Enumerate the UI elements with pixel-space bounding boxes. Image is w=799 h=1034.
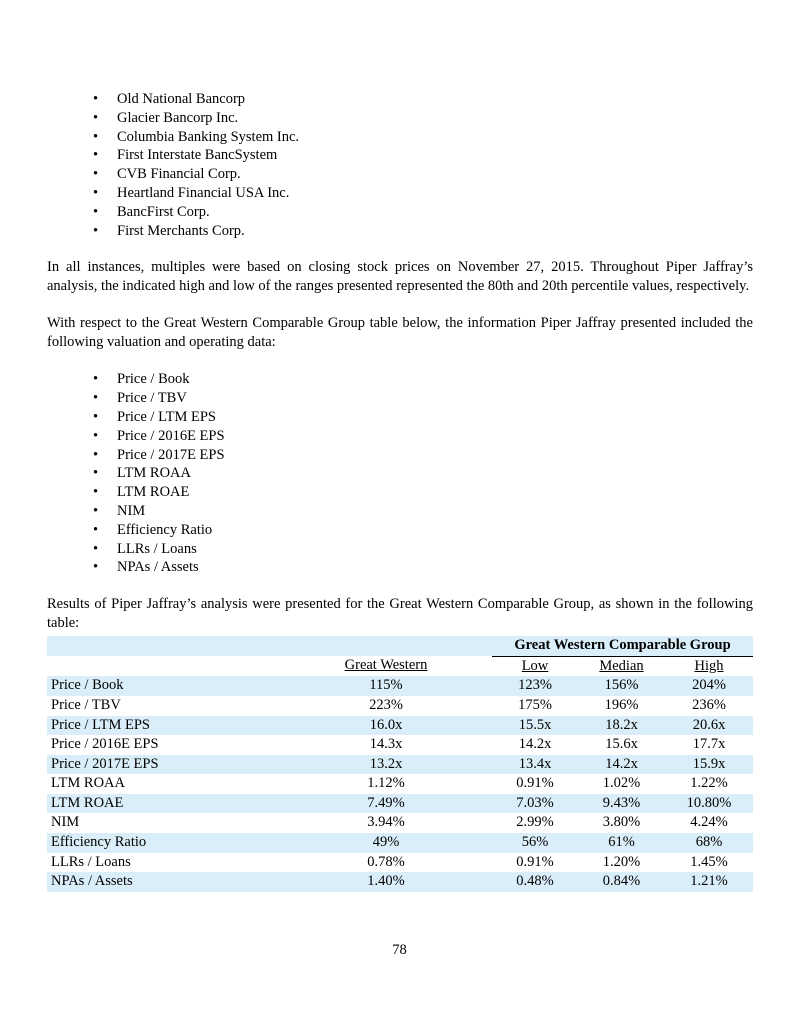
- results-paragraph: Results of Piper Jaffray’s analysis were presented for the Great Western Comparable Group, as shown in the following table:: [47, 596, 753, 632]
- table-row: [47, 755, 753, 775]
- list-item: • LLRs / Loans: [93, 540, 753, 559]
- high-value: 68%: [665, 833, 753, 853]
- row-label: Price / TBV: [51, 696, 121, 713]
- great-western-value: 1.12%: [367, 775, 405, 792]
- great-western-value: 14.3x: [369, 736, 403, 753]
- table-row: [47, 774, 753, 794]
- group-header: Great Western Comparable Group: [492, 636, 753, 656]
- low-value: 15.5x: [492, 716, 578, 736]
- median-value: 1.02%: [602, 775, 641, 792]
- table-row: [47, 853, 753, 873]
- page-number: 78: [392, 942, 407, 958]
- row-label: LTM ROAE: [47, 794, 280, 814]
- list-item: • First Merchants Corp.: [93, 222, 753, 241]
- high-value: 15.9x: [665, 755, 753, 775]
- table-row: [47, 716, 753, 736]
- list-item: • Efficiency Ratio: [93, 521, 753, 540]
- column-header-great-western: Great Western: [344, 657, 428, 674]
- low-value: 56%: [492, 833, 578, 853]
- document-page: [47, 90, 753, 892]
- respect-paragraph: With respect to the Great Western Comparable Group table below, the information Piper Jaffray presented included the following valuation and operating data:: [47, 315, 753, 351]
- high-value: 10.80%: [665, 794, 753, 814]
- row-label: LTM ROAA: [51, 775, 125, 792]
- comparable-group-table: [47, 636, 753, 892]
- list-item: • Price / 2016E EPS: [93, 427, 753, 446]
- list-item: • NIM: [93, 502, 753, 521]
- metric-list: [47, 370, 753, 577]
- median-value: 18.2x: [578, 716, 665, 736]
- median-value: 1.20%: [602, 853, 641, 870]
- list-item: • First Interstate BancSystem: [93, 146, 753, 165]
- list-item: • Columbia Banking System Inc.: [93, 128, 753, 147]
- row-label: Price / 2016E EPS: [51, 736, 159, 753]
- median-value: 156%: [578, 676, 665, 696]
- table-row: [47, 872, 753, 892]
- list-item: • Price / TBV: [93, 389, 753, 408]
- list-item: • LTM ROAA: [93, 464, 753, 483]
- low-value: 7.03%: [492, 794, 578, 814]
- low-value: 123%: [492, 676, 578, 696]
- list-item: • Heartland Financial USA Inc.: [93, 184, 753, 203]
- high-value: 20.6x: [665, 716, 753, 736]
- list-item: • CVB Financial Corp.: [93, 165, 753, 184]
- list-item: • Glacier Bancorp Inc.: [93, 109, 753, 128]
- high-value: 1.45%: [690, 853, 728, 870]
- median-value: 15.6x: [605, 736, 638, 753]
- low-value: 14.2x: [518, 736, 552, 753]
- great-western-value: 7.49%: [280, 794, 492, 814]
- great-western-value: 13.2x: [280, 755, 492, 775]
- column-header: [578, 656, 665, 676]
- table-row: [47, 676, 753, 696]
- row-label: NIM: [51, 814, 80, 831]
- list-item: • Price / Book: [93, 370, 753, 389]
- median-value: 3.80%: [602, 814, 641, 831]
- list-item: • Old National Bancorp: [93, 90, 753, 109]
- great-western-value: 16.0x: [280, 716, 492, 736]
- column-header: [492, 656, 578, 676]
- great-western-value: 0.78%: [367, 853, 405, 870]
- list-item: • Price / LTM EPS: [93, 408, 753, 427]
- list-item: • NPAs / Assets: [93, 558, 753, 577]
- peer-bank-list: [47, 90, 753, 240]
- multiples-paragraph: In all instances, multiples were based on closing stock prices on November 27, 2015. Throughout Piper Jaffray’s analysis, the indicated high and low of the ranges presented represented the 80th and 20th percentile values, respectively.: [47, 259, 753, 295]
- column-header: [280, 656, 492, 676]
- median-value: 196%: [604, 696, 639, 713]
- list-item: • BancFirst Corp.: [93, 203, 753, 222]
- list-item: • Price / 2017E EPS: [93, 446, 753, 465]
- table-row: [47, 833, 753, 853]
- high-value: 204%: [665, 676, 753, 696]
- low-value: 13.4x: [492, 755, 578, 775]
- low-value: 175%: [518, 696, 552, 713]
- column-header-median: Median: [599, 657, 644, 674]
- great-western-value: 223%: [369, 696, 403, 713]
- high-value: 236%: [692, 696, 726, 713]
- table-row: [47, 813, 753, 833]
- table-row: [47, 794, 753, 814]
- table-row: [47, 735, 753, 755]
- high-value: 1.21%: [665, 872, 753, 892]
- great-western-value: 1.40%: [280, 872, 492, 892]
- high-value: 17.7x: [692, 736, 726, 753]
- row-label: Price / 2017E EPS: [47, 755, 280, 775]
- column-header-low: Low: [521, 657, 549, 674]
- low-value: 2.99%: [516, 814, 554, 831]
- row-label: Price / LTM EPS: [47, 716, 280, 736]
- row-label: LLRs / Loans: [51, 853, 131, 870]
- row-label: Price / Book: [47, 676, 280, 696]
- median-value: 0.84%: [578, 872, 665, 892]
- column-header: [665, 656, 753, 676]
- table-row: [47, 696, 753, 716]
- column-header-high: High: [694, 657, 724, 674]
- great-western-value: 49%: [280, 833, 492, 853]
- median-value: 9.43%: [578, 794, 665, 814]
- low-value: 0.91%: [516, 775, 554, 792]
- median-value: 61%: [578, 833, 665, 853]
- row-label: NPAs / Assets: [47, 872, 280, 892]
- table-column-header-row: [47, 656, 753, 676]
- low-value: 0.91%: [516, 853, 554, 870]
- great-western-value: 3.94%: [367, 814, 405, 831]
- low-value: 0.48%: [492, 872, 578, 892]
- list-item: • LTM ROAE: [93, 483, 753, 502]
- high-value: 4.24%: [690, 814, 728, 831]
- high-value: 1.22%: [690, 775, 728, 792]
- table-group-header-row: [47, 636, 753, 656]
- median-value: 14.2x: [578, 755, 665, 775]
- row-label: Efficiency Ratio: [47, 833, 280, 853]
- great-western-value: 115%: [280, 676, 492, 696]
